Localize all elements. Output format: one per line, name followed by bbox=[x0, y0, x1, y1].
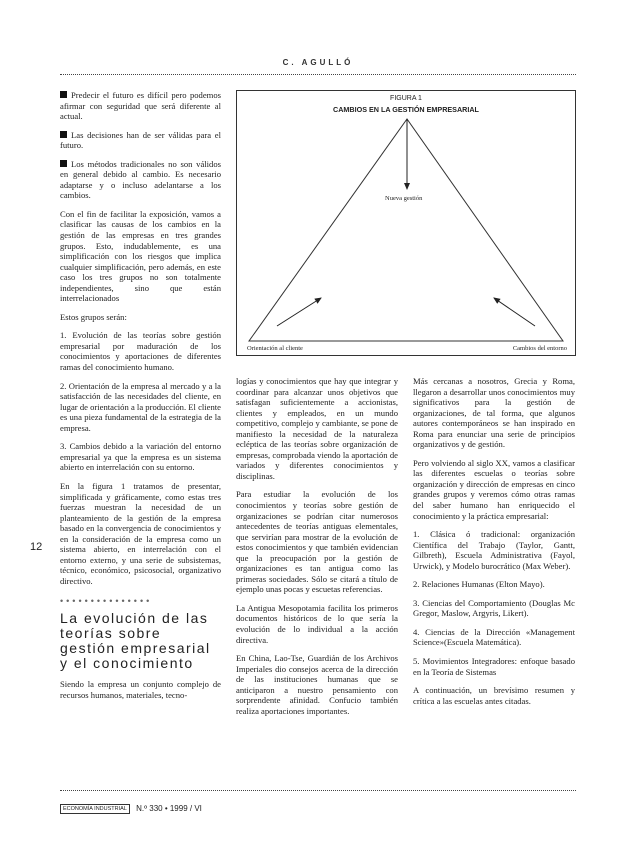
paragraph: 3. Ciencias del Comportamiento (Douglas Mc Gregor, Maslow, Argyris, Likert). bbox=[413, 597, 575, 619]
square-bullet-icon bbox=[60, 91, 67, 98]
paragraph: Siendo la empresa un conjunto complejo de recursos humanos, materiales, tecno- bbox=[60, 678, 221, 700]
section-divider-dots: ••••••••••••••• bbox=[60, 596, 153, 607]
column-3 bbox=[413, 376, 575, 714]
figure-diagram bbox=[237, 91, 575, 355]
label-cambios-entorno: Cambios del entorno bbox=[512, 345, 567, 352]
paragraph: logías y conocimientos que hay que integrar y coordinar para alcanzar unos objetivos que satisfagan suficientemente a accionistas, clientes y empleados, en un mundo competitivo, complejo y cambiante, se pone de manifiesto la necesidad de la naturaleza ecléptica de las teorías sobre organización de empresas, comprobada viendo la aportación de variados y diferentes conocimientos y disciplinas. bbox=[236, 376, 398, 481]
bottom-rule bbox=[60, 790, 576, 791]
bullet-item: Predecir el futuro es difícil pero podemos afirmar con seguridad que será diferente al actual. bbox=[60, 90, 221, 122]
journal-name: ECONOMÍA INDUSTRIAL bbox=[60, 804, 130, 814]
bullet-item: Los métodos tradicionales no son válidos en general debido al cambio. Es necesario adaptarse y o incluso adelantarse a los cambios. bbox=[60, 158, 221, 201]
square-bullet-icon bbox=[60, 131, 67, 138]
paragraph: Pero volviendo al siglo XX, vamos a clasificar las diferentes escuelas o teorías sobre organización y dirección de empresas en cinco grandes grupos y veremos cómo otras ramas del saber humano han enriquecido el conocimiento y la práctica empresarial: bbox=[413, 457, 575, 521]
page-number: 12 bbox=[30, 541, 43, 553]
triangle-outline bbox=[249, 119, 563, 341]
paragraph: 4. Ciencias de la Dirección «Management Science»(Escuela Matemática). bbox=[413, 626, 575, 648]
paragraph: La Antigua Mesopotamia facilita los primeros documentos históricos de lo que sería la evolución de lo individual a la acción directiva. bbox=[236, 602, 398, 645]
column-2 bbox=[236, 376, 398, 724]
figure-number: FIGURA 1 bbox=[390, 95, 422, 102]
paragraph: Más cercanas a nosotros, Grecia y Roma, llegaron a desarrollar unos conocimientos muy significativos para la gestión de organizaciones, de tal forma, que algunos autores contemporáneos se han inspirado en Roma para enunciar una serie de principios organizativos y de gestión. bbox=[413, 376, 575, 450]
square-bullet-icon bbox=[60, 160, 67, 167]
column-1 bbox=[60, 90, 221, 708]
bullet-item: Las decisiones han de ser válidas para el futuro. bbox=[60, 129, 221, 151]
paragraph: 5. Movimientos Integradores: enfoque basado en la Teoría de Sistemas bbox=[413, 656, 575, 677]
paragraph: En la figura 1 tratamos de presentar, simplificada y gráficamente, como estas tres fuerzas muestran la necesidad de un planteamiento de la gestión de la empresa basado en la convergencia de conocimientos y en la consideración de la empresa como un sistema abierto, en interrelación con el entorno externo, y una serie de subsistemas, técnico, económico, psicosocial, organizativo directivo. bbox=[60, 480, 221, 586]
running-header: C. AGULLÓ bbox=[282, 58, 354, 67]
arrow-up-left-icon bbox=[494, 298, 535, 326]
arrow-up-right-icon bbox=[277, 298, 321, 326]
paragraph: En China, Lao-Tse, Guardián de los Archivos Imperiales dio consejos acerca de la dirección de las instituciones humanas que se anticiparon a nuestro pensamiento con sorprendente afinidad. Confucio también realiza aportaciones importantes. bbox=[236, 653, 398, 716]
paragraph: Para estudiar la evolución de los conocimientos y teorías sobre gestión de organizaciones se podrían citar numerosos antecedentes de teorías antiguas elementales, que servirían para mostrar de la evolución de estos conocimientos y que también evidencian que la preocupación por la gestión de organizaciones es tan antigua como las primeras sociedades. Sólo se citará a título de ejemplo unas pocas y escuetas referencias. bbox=[236, 489, 398, 595]
issue-info: N.º 330 • 1999 / VI bbox=[136, 804, 202, 813]
label-nueva-gestion: Nueva gestión bbox=[385, 195, 423, 202]
top-rule bbox=[60, 74, 576, 75]
paragraph: 2. Relaciones Humanas (Elton Mayo). bbox=[413, 579, 545, 590]
paragraph: 2. Orientación de la empresa al mercado y a la satisfacción de las necesidades del cliente, en lugar de orientación a la producción. El cliente es una pieza fundamental de la estrategia de la empresa. bbox=[60, 380, 221, 433]
figure-title: CAMBIOS EN LA GESTIÓN EMPRESARIAL bbox=[333, 105, 479, 114]
paragraph: Estos grupos serán: bbox=[60, 311, 127, 322]
figure-1 bbox=[236, 90, 576, 356]
footer bbox=[60, 804, 202, 814]
label-orientacion-cliente: Orientación al cliente bbox=[247, 345, 303, 352]
section-title: La evolución de las teorías sobre gestión empresarial y el conocimiento bbox=[60, 609, 211, 671]
paragraph: Con el fin de facilitar la exposición, vamos a clasificar las causas de los cambios en la gestión de las empresas en tres grandes grupos. Esto, indudablemente, es una simplificación con los riesgos que implica cualquier simplificación, pero además, en este caso los tres grupos no son totalmente independientes, sino que están interrelacionados bbox=[60, 208, 221, 304]
paragraph: 3. Cambios debido a la variación del entorno empresarial ya que la empresa es un sistema abierto en interrelación con su entorno. bbox=[60, 441, 221, 473]
paragraph: 1. Clásica ó tradicional: organización Científica del Trabajo (Taylor, Gantt, Gilbreth), Escuela Administrativa (Fayol, Urwick), y Modelo burocrático (Max Weber). bbox=[413, 529, 575, 571]
paragraph: 1. Evolución de las teorías sobre gestión empresarial por maduración de los conocimientos y aportaciones de diferentes ramas del conocimiento humano. bbox=[60, 330, 221, 373]
paragraph: A continuación, un brevísimo resumen y crítica a las escuelas antes citadas. bbox=[413, 685, 575, 706]
